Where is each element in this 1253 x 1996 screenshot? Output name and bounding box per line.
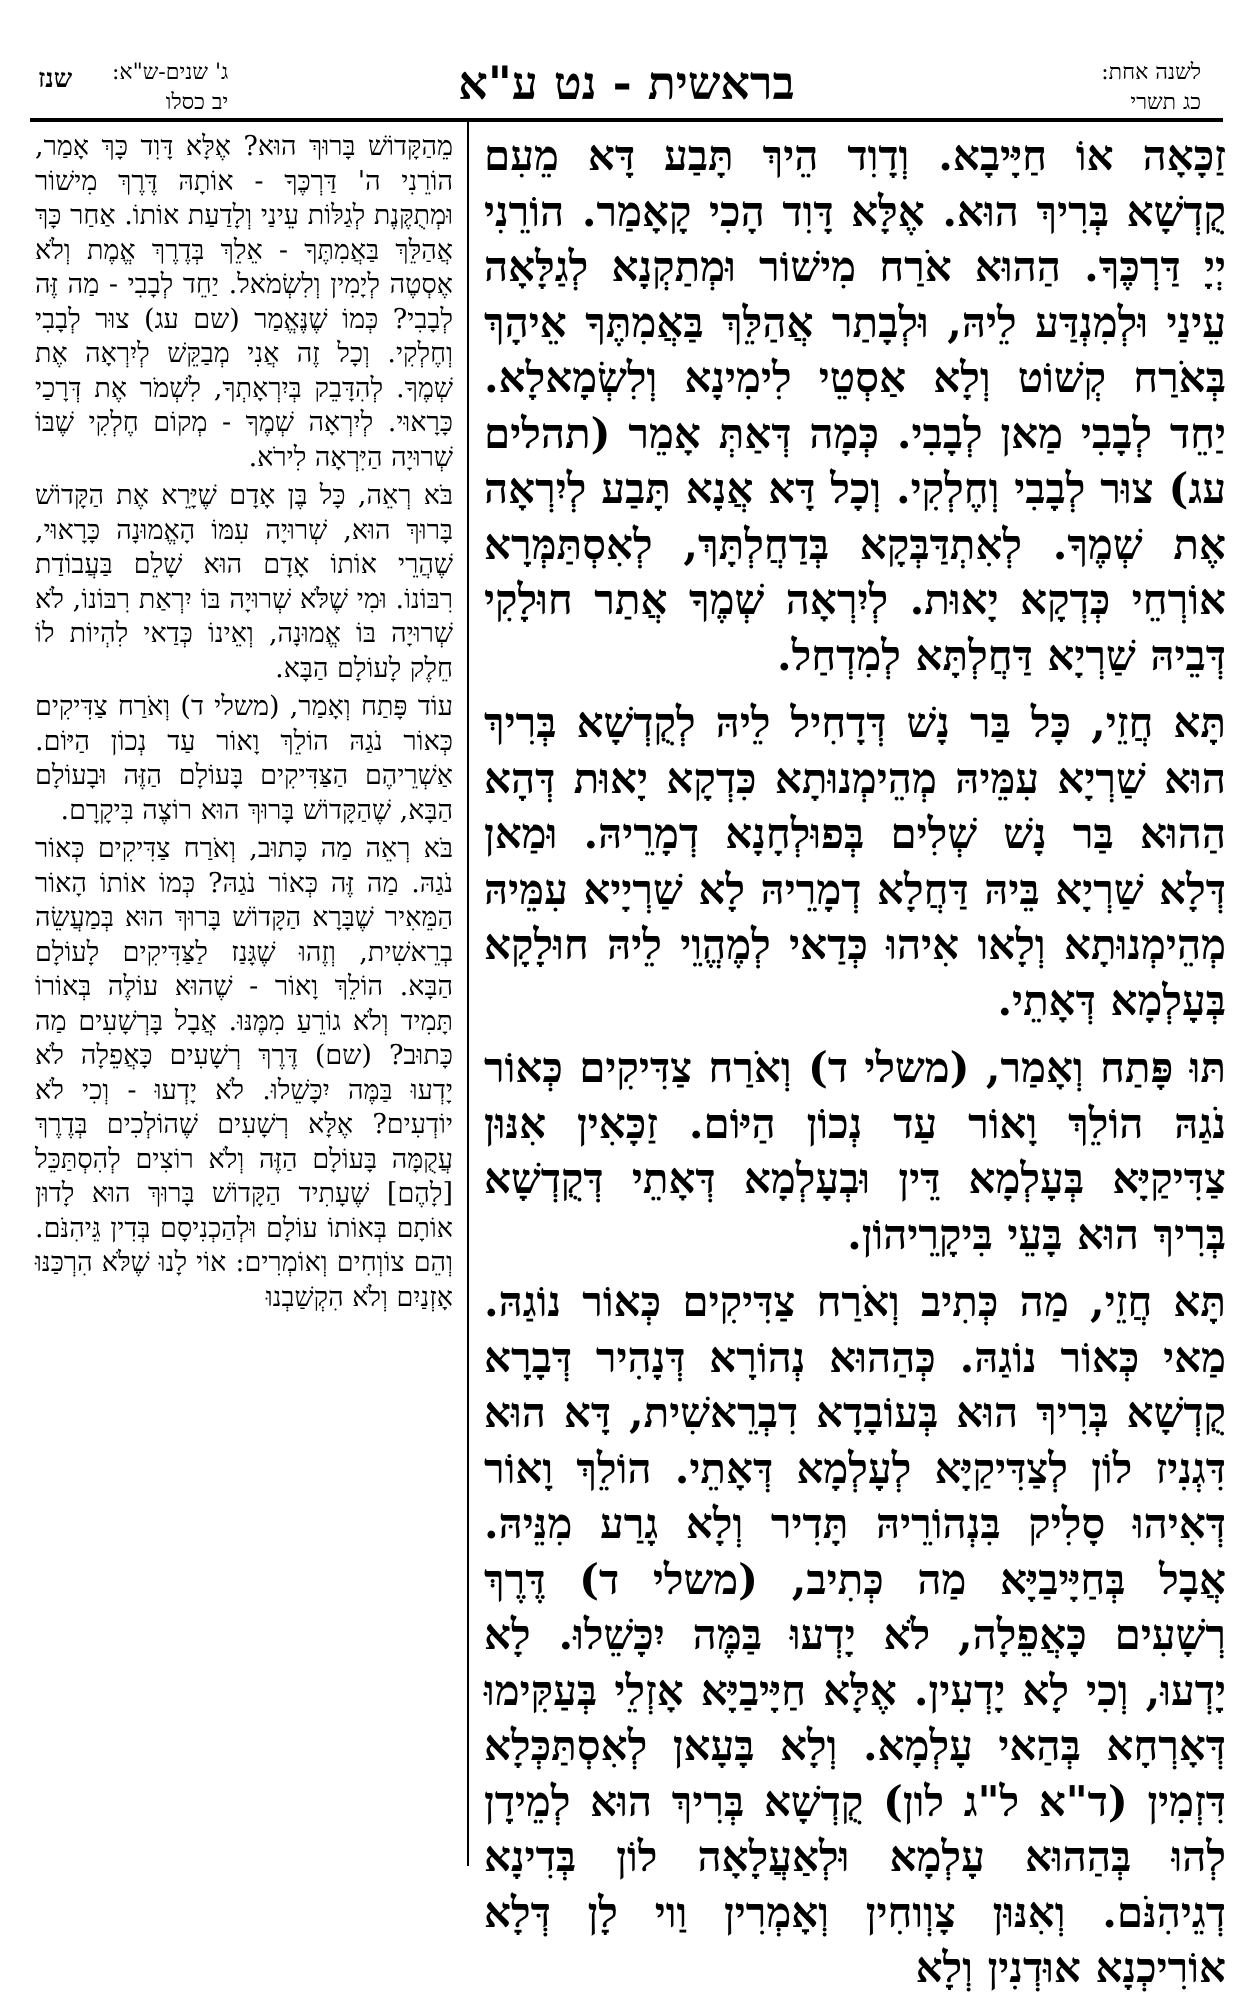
main-paragraph: תּוּ פָּתַח וְאָמַר, (משלי ד) וְאֹרַח צַדִּיקִים כְּאוֹר נֹגַהּ הוֹלֵךְ וָאוֹר עַד נְכוֹן הַיּוֹם. זַכָּאִין אִנּוּן צַדִּיקַיָּא בְּעָלְמָא דֵּין וּבְעָלְמָא דְּאָתֵי דְּקֻדְשָׁא בְּרִיךְ הוּא בָּעֵי בִּיקָרֵיהוֹן. (484, 1043, 1226, 1259)
main-paragraph: תָּא חֲזֵי, כָּל בַּר נָשׁ דְּדָחִיל לֵיהּ לְקֻדְשָׁא בְּרִיךְ הוּא שַׁרְיָא עִמֵּיהּ מְהֵימְנוּתָא כִּדְקָא יָאוּת דְּהָא הַהוּא בַּר נָשׁ שְׁלִים בְּפוּלְחָנָא דְמָרֵיהּ. וּמַאן דְּלָא שַׁרְיָא בֵּיהּ דַּחֲלָא דְמָרֵיהּ לָא שַׁרְיָיא עִמֵּיהּ מְהֵימְנוּתָא וְלָאו אִיהוּ כְּדַאי לְמֶהֱוֵי לֵיהּ חוּלָקָא בְּעָלְמָא דְּאָתֵי. (484, 698, 1226, 1025)
side-paragraph: בֹּא רְאֵה מַה כָּתוּב, וְאֹרַח צַדִּיקִים כְּאוֹר נֹגַהּ. מַה זֶּה כְּאוֹר נֹגַהּ? כְּמוֹ אוֹתוֹ הָאוֹר הַמֵּאִיר שֶׁבָּרָא הַקָּדוֹשׁ בָּרוּךְ הוּא בְּמַעֲשֵׂה בְרֵאשִׁית, וְזֶהוּ שֶׁגָּנַז לַצַּדִּיקִים לָעוֹלָם הַבָּא. הוֹלֵךְ וָאוֹר - שֶׁהוּא עוֹלֶה בְּאוֹרוֹ תָּמִיד וְלֹא גוֹרֵעַ מִמֶּנּוּ. אֲבָל בָּרְשָׁעִים מַה כָּתוּב? (שם) דֶּרֶךְ רְשָׁעִים כָּאֲפֵלָה לֹא יָדְעוּ בַּמֶּה יִכָּשֵׁלוּ. לֹא יָדְעוּ - וְכִי לֹא יוֹדְעִים? אֶלָּא רְשָׁעִים שֶׁהוֹלְכִים בְּדֶרֶךְ עֲקֻמָּה בָּעוֹלָם הַזֶּה וְלֹא רוֹצִים לְהִסְתַּכֵּל [לָהֶם] שֶׁעָתִיד הַקָּדוֹשׁ בָּרוּךְ הוּא לָדוּן אוֹתָם בְּאוֹתוֹ עוֹלָם וּלְהַכְנִיסָם בְּדִין גֵּיהִנֹּם. וְהֵם צוֹוְחִים וְאוֹמְרִים: אוֹי לָנוּ שֶׁלֹּא הִרְכַּנּוּ אָזְנַיִם וְלֹא הִקְשַׁבְנוּ (35, 833, 453, 1313)
header-rule (30, 118, 1223, 122)
header-date-one-year (1101, 58, 1201, 118)
header-right-line2: כג תשרי (1130, 90, 1201, 115)
header-left-line1: ג' שנים-ש"א: (112, 60, 229, 85)
header-right-line1: לשנה אחת: (1101, 60, 1201, 85)
main-paragraph: זַכָּאָה אוֹ חַיָּיבָא. וְדָוִד הֵיךְ תָּבַע דָּא מֵעִם קֻדְשָׁא בְּרִיךְ הוּא. אֶלָּא דָּוִד הָכִי קָאָמַר. הוֹרֵנִי יְיָ דַּרְכֶּךָ. הַהוּא אֹרַח מִישׁוֹר וּמְתַקְנָא לְגַלָּאָה עֵינַי וּלְמִנְדַּע לֵיהּ, וּלְבָתַר אֲהַלֵּךְ בַּאֲמִתֶּךָ אֵיהָךְ בְּאֹרַח קְשׁוֹט וְלָא אַסְטֵי לִימִינָא וְלִשְׂמָאלָא. יַחֵד לְבָבִי מַאן לְבָבִי. כְּמָה דְּאַתְּ אָמֵר (תהלים עג) צוּר לְבָבִי וְחֶלְקִי. וְכָל דָּא אֲנָא תָּבַע לְיִרְאָה אֶת שְׁמֶךָ. לְאִתְדַּבְּקָא בְּדַחֲלְתָּךְ, לְאִסְתַּמְּרָא אוֹרְחֵי כְּדְקָא יָאוּת. לְיִרְאָה שְׁמֶךָ אֲתַר חוּלָקִי דְּבֵיהּ שַׁרְיָא דַּחֲלְתָּא לְמִדְחַל. (484, 131, 1226, 680)
hebrew-translation-column (35, 130, 453, 1315)
page-title: בראשית - נט ע"א (458, 56, 795, 110)
side-paragraph: בֹּא רְאֵה, כָּל בֶּן אָדָם שֶׁיָּרֵא אֶת הַקָּדוֹשׁ בָּרוּךְ הוּא, שְׁרוּיָה עִמּוֹ הָאֱמוּנָה כָּרָאוּי, שֶׁהֲרֵי אוֹתוֹ אָדָם הוּא שָׁלֵם בַּעֲבוֹדַת רִבּוֹנוֹ. וּמִי שֶׁלֹּא שְׁרוּיָה בּוֹ יִרְאַת רִבּוֹנוֹ, לֹא שְׁרוּיָה בּוֹ אֱמוּנָה, וְאֵינוֹ כְּדַאי לִהְיוֹת לוֹ חֵלֶק לָעוֹלָם הַבָּא. (35, 480, 453, 684)
column-divider (467, 118, 469, 1866)
aramaic-main-column (484, 128, 1226, 1996)
main-paragraph: תָּא חֲזֵי, מַה כְּתִיב וְאֹרַח צַדִּיקִים כְּאוֹר נוֹגַהּ. מַאי כְּאוֹר נוֹגַהּ. כְּהַהוּא נְהוֹרָא דְּנָהִיר דְּבָרָא קֻדְשָׁא בְּרִיךְ הוּא בְּעוֹבָדָא דִבְרֵאשִׁית, דָּא הוּא דִּגְנִיז לוֹן לְצַדִּיקַיָּא לְעָלְמָא דְּאָתֵי. הוֹלֵךְ וָאוֹר דְּאִיהוּ סָלִיק בִּנְהוֹרֵיהּ תָּדִיר וְלָא גָרַע מִנֵּיהּ. אֲבָל בְּחַיָּיבַיָּא מַה כְּתִיב, (משלי ד) דֶּרֶךְ רְשָׁעִים כָּאֲפֵלָה, לֹא יָדְעוּ בַּמֶּה יִכָּשֵׁלוּ. לָא יָדְעוּ, וְכִי לָא יָדְעִין. אֶלָּא חַיָּיבַיָּא אָזְלֵי בְּעַקִּימוּ דְּאָרְחָא בְּהַאי עָלְמָא. וְלָא בָּעָאן לְאִסְתַּכְּלָא דִּזְמִין (ד"א ל"ג לון) קֻדְשָׁא בְּרִיךְ הוּא לְמֵידָן לְהוּ בְּהַהוּא עָלְמָא וּלְאַעֲלָאָה לוֹן בְּדִינָא דְגֵיהִנֹּם. וְאִנּוּן צָוְוחִין וְאָמְרִין וַוי לָן דְּלָא אוֹרִיכְנָא אוּדְנִין וְלָא (484, 1277, 1226, 1992)
header-date-three-years (112, 58, 228, 118)
page-number: שנז (38, 64, 73, 94)
side-paragraph: מֵהַקָּדוֹשׁ בָּרוּךְ הוּא? אֶלָּא דָּוִד כָּךְ אָמַר, הוֹרֵנִי ה' דַּרְכֶּךָ - אוֹתָהּ דֶּרֶךְ מִישׁוֹר וּמְתֻקֶּנֶת לְגַלּוֹת עֵינַי וְלָדַעַת אוֹתוֹ. אַחַר כָּךְ אֲהַלֵּךְ בַּאֲמִתֶּךָ - אֵלֵךְ בְּדֶרֶךְ אֱמֶת וְלֹא אֶסְטֶה לְיָמִין וְלִשְׂמֹאל. יַחֵד לְבָבִי - מַה זֶּה לְבָבִי? כְּמוֹ שֶׁנֶּאֱמַר (שם עג) צוּר לְבָבִי וְחֶלְקִי. וְכָל זֶה אֲנִי מְבַקֵּשׁ לְיִרְאָה אֶת שְׁמֶךָ. לְהִדָּבֵק בְּיִרְאָתְךָ, לִשְׁמֹר אֶת דְּרָכַי כָּרָאוּי. לְיִרְאָה שְׁמֶךָ - מְקוֹם חֶלְקִי שֶׁבּוֹ שְׁרוּיָה הַיִּרְאָה לִירֹא. (35, 131, 453, 473)
header-left-line2: יב כסלו (165, 90, 229, 115)
side-paragraph: עוֹד פָּתַח וְאָמַר, (משלי ד) וְאֹרַח צַדִּיקִים כְּאוֹר נֹגַהּ הוֹלֵךְ וָאוֹר עַד נְכוֹן הַיּוֹם. אַשְׁרֵיהֶם הַצַּדִּיקִים בָּעוֹלָם הַזֶּה וּבָעוֹלָם הַבָּא, שֶׁהַקָּדוֹשׁ בָּרוּךְ הוּא רוֹצֶה בִּיקָרָם. (35, 691, 453, 826)
